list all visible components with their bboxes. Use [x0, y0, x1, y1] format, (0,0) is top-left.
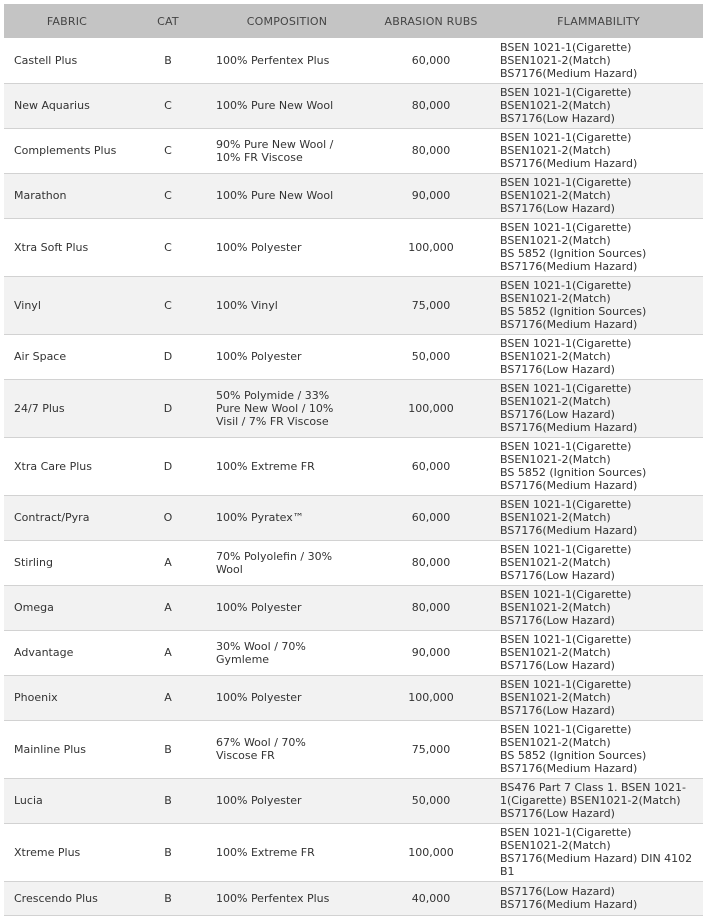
composition-cell: 100% Polyester	[206, 778, 368, 823]
abrasion-rubs-cell: 50,000	[368, 778, 494, 823]
fabric-name-cell: Xtra Care Plus	[4, 437, 130, 495]
abrasion-rubs-cell: 60,000	[368, 437, 494, 495]
fabric-name-cell: Advantage	[4, 630, 130, 675]
fabric-name-cell: Vinyl	[4, 276, 130, 334]
composition-cell: 100% Vinyl	[206, 276, 368, 334]
flammability-standard: BS7176(Low Hazard)	[500, 202, 615, 215]
category-cell: A	[130, 585, 206, 630]
abrasion-rubs-cell: 80,000	[368, 585, 494, 630]
category-cell: C	[130, 83, 206, 128]
abrasion-rubs-cell: 80,000	[368, 540, 494, 585]
flammability-cell	[494, 495, 703, 540]
flammability-standard: BSEN1021-2(Match)	[500, 839, 611, 852]
abrasion-rubs-cell: 90,000	[368, 173, 494, 218]
flammability-standard: BS7176(Medium Hazard)	[500, 898, 638, 911]
header-composition: COMPOSITION	[206, 4, 368, 38]
flammability-standard: BSEN1021-2(Match)	[500, 601, 611, 614]
abrasion-rubs-cell: 50,000	[368, 334, 494, 379]
category-cell: A	[130, 675, 206, 720]
abrasion-rubs-cell: 90,000	[368, 630, 494, 675]
flammability-standard: BS 5852 (Ignition Sources)	[500, 305, 647, 318]
flammability-standard: BS7176(Medium Hazard)	[500, 260, 638, 273]
category-cell: B	[130, 778, 206, 823]
flammability-standard: BSEN 1021-1(Cigarette)	[500, 633, 632, 646]
flammability-standard: BSEN 1021-1(Cigarette)	[500, 382, 632, 395]
fabric-name-cell: Lucia	[4, 778, 130, 823]
category-cell: C	[130, 218, 206, 276]
fabric-name-cell: Marathon	[4, 173, 130, 218]
flammability-standard: BS 5852 (Ignition Sources)	[500, 466, 647, 479]
abrasion-rubs-cell: 80,000	[368, 128, 494, 173]
category-cell: B	[130, 720, 206, 778]
flammability-standard: BSEN 1021-1(Cigarette)	[500, 279, 632, 292]
flammability-standard: BSEN 1021-1(Cigarette)	[500, 498, 632, 511]
category-cell: B	[130, 38, 206, 83]
flammability-standard: BSEN 1021-1(Cigarette)	[500, 588, 632, 601]
flammability-standard: BSEN 1021-1(Cigarette)	[500, 543, 632, 556]
flammability-standard: BSEN 1021-1(Cigarette)	[500, 221, 632, 234]
category-cell: C	[130, 173, 206, 218]
category-cell: D	[130, 379, 206, 437]
flammability-standard: BS7176(Low Hazard)	[500, 408, 615, 421]
flammability-cell	[494, 720, 703, 778]
flammability-standard: BS7176(Low Hazard)	[500, 363, 615, 376]
flammability-cell	[494, 38, 703, 83]
flammability-cell	[494, 379, 703, 437]
flammability-standard: BSEN1021-2(Match)	[500, 350, 611, 363]
category-cell: D	[130, 437, 206, 495]
flammability-standard: BSEN1021-2(Match)	[500, 144, 611, 157]
composition-cell: 67% Wool / 70% Viscose FR	[206, 720, 368, 778]
abrasion-rubs-cell: 75,000	[368, 720, 494, 778]
flammability-standard: BS7176(Medium Hazard)	[500, 157, 638, 170]
category-cell: B	[130, 823, 206, 881]
flammability-standard: BSEN1021-2(Match)	[500, 691, 611, 704]
flammability-cell	[494, 540, 703, 585]
composition-cell: 100% Extreme FR	[206, 823, 368, 881]
composition-cell: 100% Polyester	[206, 334, 368, 379]
table-row	[4, 495, 703, 540]
flammability-standard: BS7176(Low Hazard)	[500, 659, 615, 672]
composition-cell: 90% Pure New Wool / 10% FR Viscose	[206, 128, 368, 173]
table-row	[4, 218, 703, 276]
abrasion-rubs-cell: 100,000	[368, 675, 494, 720]
flammability-standard: BSEN1021-2(Match)	[500, 556, 611, 569]
abrasion-rubs-cell: 100,000	[368, 823, 494, 881]
composition-cell: 100% Pure New Wool	[206, 173, 368, 218]
header-abrasion-rubs: ABRASION RUBS	[368, 4, 494, 38]
abrasion-rubs-cell: 40,000	[368, 881, 494, 915]
composition-cell: 100% Perfentex Plus	[206, 38, 368, 83]
category-cell: A	[130, 630, 206, 675]
table-header-row	[4, 4, 703, 38]
flammability-cell	[494, 585, 703, 630]
composition-cell: 30% Wool / 70% Gymleme	[206, 630, 368, 675]
header-fabric: FABRIC	[4, 4, 130, 38]
fabric-table-container	[4, 4, 703, 916]
fabric-name-cell: Stirling	[4, 540, 130, 585]
table-row	[4, 778, 703, 823]
flammability-cell	[494, 630, 703, 675]
header-flammability: FLAMMABILITY	[494, 4, 703, 38]
table-row	[4, 276, 703, 334]
flammability-standard: BS 5852 (Ignition Sources)	[500, 749, 647, 762]
table-row	[4, 675, 703, 720]
flammability-standard: BS7176(Medium Hazard)	[500, 421, 638, 434]
abrasion-rubs-cell: 100,000	[368, 379, 494, 437]
fabric-name-cell: Omega	[4, 585, 130, 630]
composition-cell: 100% Polyester	[206, 675, 368, 720]
composition-cell: 100% Perfentex Plus	[206, 881, 368, 915]
table-row	[4, 128, 703, 173]
flammability-standard: BS7176(Medium Hazard)	[500, 762, 638, 775]
composition-cell: 100% Extreme FR	[206, 437, 368, 495]
table-row	[4, 379, 703, 437]
flammability-cell	[494, 128, 703, 173]
category-cell: O	[130, 495, 206, 540]
fabric-name-cell: Xtra Soft Plus	[4, 218, 130, 276]
flammability-standard: BSEN1021-2(Match)	[500, 99, 611, 112]
flammability-standard: BS7176(Low Hazard)	[500, 614, 615, 627]
flammability-cell	[494, 218, 703, 276]
flammability-cell	[494, 675, 703, 720]
fabric-name-cell: Phoenix	[4, 675, 130, 720]
flammability-standard: BSEN1021-2(Match)	[500, 53, 611, 67]
flammability-standard: BS 5852 (Ignition Sources)	[500, 247, 647, 260]
flammability-standard: BSEN1021-2(Match)	[500, 511, 611, 524]
flammability-standard: BSEN1021-2(Match)	[500, 234, 611, 247]
flammability-standard: BS7176(Low Hazard)	[500, 807, 615, 820]
flammability-standard: BS7176(Low Hazard)	[500, 112, 615, 125]
flammability-cell	[494, 83, 703, 128]
table-body	[4, 38, 703, 915]
flammability-standard: BSEN1021-2(Match)	[500, 292, 611, 305]
flammability-standard: BSEN1021-2(Match)	[500, 453, 611, 466]
category-cell: D	[130, 334, 206, 379]
table-row	[4, 173, 703, 218]
flammability-standard: BSEN 1021-1(Cigarette)	[500, 40, 632, 54]
table-row	[4, 334, 703, 379]
flammability-cell	[494, 778, 703, 823]
table-row	[4, 540, 703, 585]
fabric-name-cell: New Aquarius	[4, 83, 130, 128]
flammability-standard: BS7176(Low Hazard)	[500, 569, 615, 582]
flammability-standard: BS7176(Low Hazard)	[500, 704, 615, 717]
composition-cell: 100% Pyratex™	[206, 495, 368, 540]
category-cell: A	[130, 540, 206, 585]
composition-cell: 70% Polyolefin / 30% Wool	[206, 540, 368, 585]
table-row	[4, 437, 703, 495]
flammability-standard: BSEN 1021-1(Cigarette)	[500, 176, 632, 189]
table-row	[4, 881, 703, 915]
fabric-name-cell: Xtreme Plus	[4, 823, 130, 881]
flammability-standard: BSEN 1021-1(Cigarette)	[500, 723, 632, 736]
abrasion-rubs-cell: 80,000	[368, 83, 494, 128]
flammability-cell	[494, 823, 703, 881]
flammability-standard: BSEN1021-2(Match)	[500, 189, 611, 202]
fabric-name-cell: Air Space	[4, 334, 130, 379]
flammability-standard: BSEN 1021-1(Cigarette)	[500, 826, 632, 839]
composition-cell: 100% Polyester	[206, 585, 368, 630]
fabric-specification-table	[4, 4, 703, 916]
flammability-standard: BS7176(Medium Hazard)	[500, 318, 638, 331]
flammability-standard: BSEN 1021-1(Cigarette)	[500, 678, 632, 691]
table-row	[4, 38, 703, 83]
table-row	[4, 630, 703, 675]
flammability-standard: BS7176(Low Hazard)	[500, 885, 615, 898]
fabric-name-cell: Castell Plus	[4, 38, 130, 83]
flammability-cell	[494, 334, 703, 379]
flammability-standard: BSEN 1021-1(Cigarette)	[500, 337, 632, 350]
flammability-standard: BSEN1021-2(Match)	[500, 646, 611, 659]
composition-cell: 50% Polymide / 33% Pure New Wool / 10% Visil / 7% FR Viscose	[206, 379, 368, 437]
abrasion-rubs-cell: 60,000	[368, 38, 494, 83]
flammability-standard: BSEN1021-2(Match)	[500, 736, 611, 749]
flammability-standard: BSEN 1021-1(Cigarette)	[500, 131, 632, 144]
abrasion-rubs-cell: 75,000	[368, 276, 494, 334]
category-cell: B	[130, 881, 206, 915]
flammability-standard: BSEN 1021-1(Cigarette)	[500, 86, 632, 99]
table-row	[4, 720, 703, 778]
table-row	[4, 83, 703, 128]
category-cell: C	[130, 276, 206, 334]
table-row	[4, 823, 703, 881]
flammability-cell	[494, 276, 703, 334]
table-row	[4, 585, 703, 630]
flammability-standard: BS7176(Medium Hazard)	[500, 66, 638, 80]
composition-cell: 100% Polyester	[206, 218, 368, 276]
fabric-name-cell: 24/7 Plus	[4, 379, 130, 437]
flammability-cell	[494, 881, 703, 915]
flammability-cell	[494, 437, 703, 495]
composition-cell: 100% Pure New Wool	[206, 83, 368, 128]
flammability-standard: BSEN 1021-1(Cigarette)	[500, 440, 632, 453]
flammability-standard: BSEN1021-2(Match)	[500, 395, 611, 408]
flammability-cell	[494, 173, 703, 218]
header-cat: CAT	[130, 4, 206, 38]
fabric-name-cell: Complements Plus	[4, 128, 130, 173]
abrasion-rubs-cell: 100,000	[368, 218, 494, 276]
flammability-standard: BS7176(Medium Hazard) DIN 4102 B1	[500, 852, 693, 878]
category-cell: C	[130, 128, 206, 173]
fabric-name-cell: Mainline Plus	[4, 720, 130, 778]
flammability-standard: BS7176(Medium Hazard)	[500, 479, 638, 492]
abrasion-rubs-cell: 60,000	[368, 495, 494, 540]
flammability-standard: BS476 Part 7 Class 1. BSEN 1021-1(Cigarette) BSEN1021-2(Match)	[500, 781, 686, 807]
fabric-name-cell: Crescendo Plus	[4, 881, 130, 915]
flammability-standard: BS7176(Medium Hazard)	[500, 524, 638, 537]
fabric-name-cell: Contract/Pyra	[4, 495, 130, 540]
